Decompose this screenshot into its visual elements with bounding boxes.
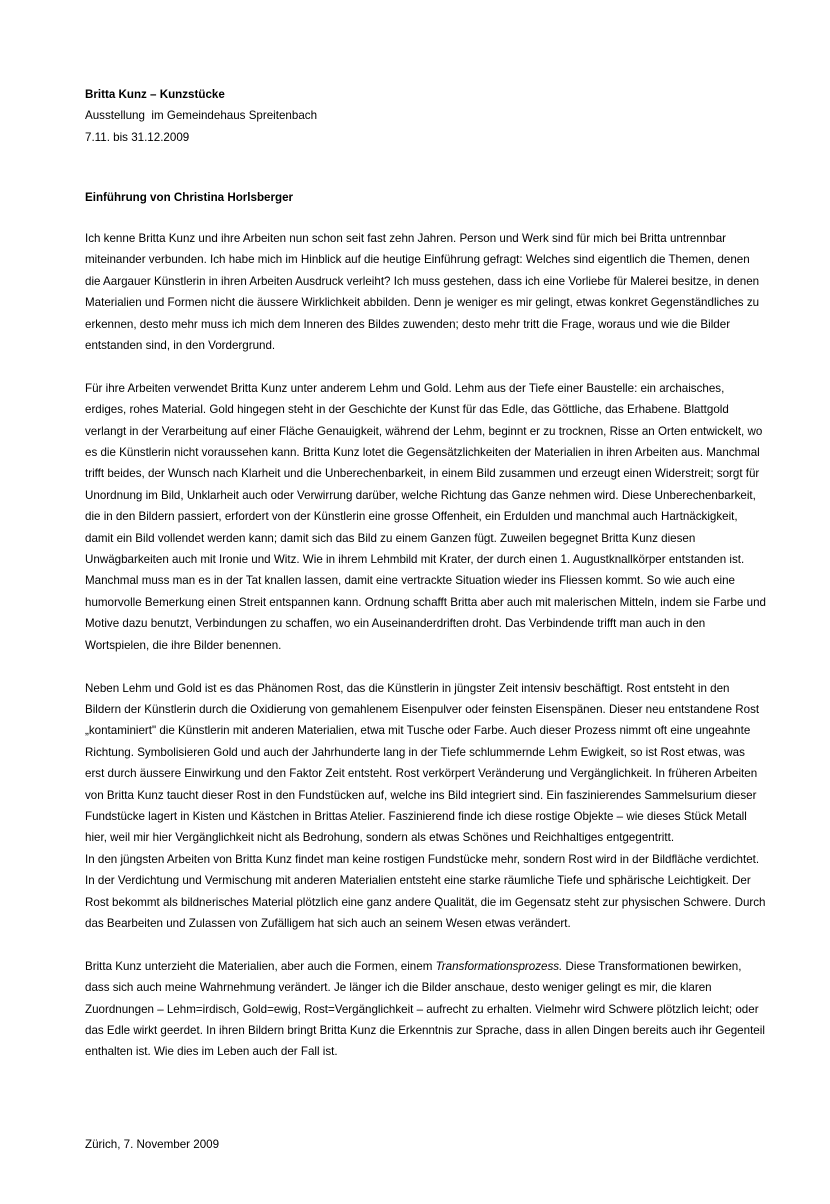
- paragraph-5-emphasis: Transformationsprozess.: [435, 959, 563, 973]
- exhibition-dates: 7.11. bis 31.12.2009: [85, 130, 190, 144]
- paragraph-3: Neben Lehm und Gold ist es das Phänomen Rost, das die Künstlerin in jüngster Zeit intensiv beschäftigt. Rost entsteht in den Bildern der Künstlerin durch die Oxidierung von gemahlenem Eisenpulver oder feinsten Eisenspänen. Dieser neu entstandene Rost „kontaminiert" die Künstlerin mit anderen Materialien, etwa mit Tusche oder Farbe. Auch dieser Prozess nimmt oft eine ungeahnte Richtung. Symbolisieren Gold und auch der Jahrhunderte lang in der Tiefe schlummernde Lehm Ewigkeit, so ist Rost etwas, was erst durch äussere Einwirkung und den Faktor Zeit entsteht. Rost verkörpert Veränderung und Vergänglichkeit. In früheren Arbeiten von Britta Kunz taucht dieser Rost in den Fundstücken auf, welche ins Bild integriert sind. Ein faszinierendes Sammelsurium dieser Fundstücke lagert in Kisten und Kästchen in Brittas Atelier. Faszinierend finde ich diese rostige Objekte – wie dieses Stück Metall hier, weil mir hier Vergänglichkeit nicht als Bedrohung, sondern als etwas Schönes und Reichhaltiges entgegentritt.: [85, 681, 760, 845]
- paragraph-2: Für ihre Arbeiten verwendet Britta Kunz unter anderem Lehm und Gold. Lehm aus der Tiefe einer Baustelle: ein archaisches, erdiges, rohes Material. Gold hingegen steht in der Geschichte der Kunst für das Edle, das Göttliche, das Erhabene. Blattgold verlangt in der Verarbeitung auf einer Fläche Genauigkeit, während der Lehm, beginnt er zu trocknen, Risse an Orten entwickelt, wo es die Künstlerin nicht voraussehen kann. Britta Kunz lotet die Gegensätzlichkeiten der Materialien in ihren Arbeiten aus. Manchmal trifft beides, der Wunsch nach Klarheit und die Unberechenbarkeit, in einem Bild zusammen und erzeugt einen Widerstreit; sorgt für Unordnung im Bild, Unklarheit auch oder Verwirrung darüber, welche Richtung das Ganze nehmen wird. Diese Unberechenbarkeit, die in den Bildern passiert, erfordert von der Künstlerin eine grosse Offenheit, ein Erdulden und manchmal auch Hartnäckigkeit, damit ein Bild vollendet werden kann; damit sich das Bild zu einem Ganzen fügt. Zuweilen begegnet Britta Kunz diesen Unwägbarkeiten auch mit Ironie und Witz. Wie in ihrem Lehmbild mit Krater, der durch einen 1. Augustknallkörper entstanden ist. Manchmal muss man es in der Tat knallen lassen, damit eine vertrackte Situation wieder ins Fliessen kommt. So wie auch eine humorvolle Bemerkung einen Streit entspannen kann. Ordnung schafft Britta aber auch mit malerischen Mitteln, indem sie Farbe und Motive dazu benutzt, Verbindungen zu schaffen, wo ein Auseinanderdriften droht. Das Verbindende trifft man auch in den Wortspielen, die ihre Bilder benennen.: [85, 381, 766, 652]
- paragraph-5: [85, 956, 766, 1063]
- body-text: [85, 228, 766, 1084]
- paragraph-4: In den jüngsten Arbeiten von Britta Kunz findet man keine rostigen Fundstücke mehr, sondern Rost wird in der Bildfläche verdichtet. In der Verdichtung und Vermischung mit anderen Materialien entsteht eine starke räumliche Tiefe und sphärische Leichtigkeit. Der Rost bekommt als bildnerisches Material plötzlich eine ganz andere Qualität, die im Gegensatz steht zur physischen Schwere. Durch das Bearbeiten und Zulassen von Zufälligem hat sich auch an seinem Wesen etwas verändert.: [85, 852, 766, 930]
- paragraph-5-start: Britta Kunz unterzieht die Materialien, aber auch die Formen, einem: [85, 959, 436, 973]
- exhibition-title: Britta Kunz – Kunzstücke: [85, 88, 225, 101]
- exhibition-venue: Ausstellung im Gemeindehaus Spreitenbach: [85, 109, 318, 123]
- place-date: Zürich, 7. November 2009: [85, 1138, 220, 1151]
- paragraph-5-end: Diese Transformationen bewirken, dass sich auch meine Wahrnehmung verändert. Je länger ich die Bilder anschaue, desto weniger gelingt es mir, die klaren Zuordnungen – Lehm=irdisch, Gold=ewig, Rost=Vergänglichkeit – aufrecht zu erhalten. Vielmehr wird Schwere plötzlich leicht; oder das Edle wirkt geerdet. In ihren Bildern bringt Britta Kunz die Erkenntnis zur Sprache, dass in allen Dingen bereits auch ihr Gegenteil enthalten ist. Wie dies im Leben auch der Fall ist.: [85, 959, 765, 1059]
- intro-heading: Einführung von Christina Horlsberger: [85, 191, 294, 204]
- document-header: [85, 84, 765, 148]
- paragraph-1: Ich kenne Britta Kunz und ihre Arbeiten nun schon seit fast zehn Jahren. Person und Werk sind für mich bei Britta untrennbar miteinander verbunden. Ich habe mich im Hinblick auf die heutige Einführung gefragt: Welches sind eigentlich die Themen, denen die Aargauer Künstlerin in ihren Arbeiten Ausdruck verleiht? Ich muss gestehen, dass ich eine Vorliebe für Malerei besitze, in denen Materialien und Formen nicht die äussere Wirklichkeit abbilden. Denn je weniger es mir gelingt, etwas konkret Gegenständliches zu erkennen, desto mehr muss ich mich dem Inneren des Bildes zuwenden; desto mehr tritt die Frage, woraus und wie die Bilder entstanden sind, in den Vordergrund.: [85, 232, 760, 353]
